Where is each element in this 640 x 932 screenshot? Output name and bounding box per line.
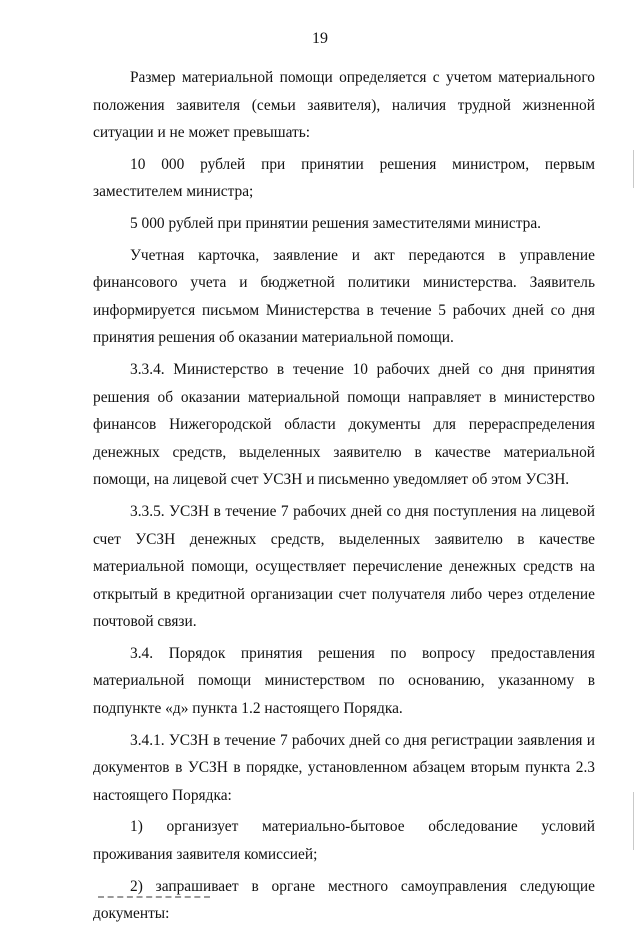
paragraph-3-4-1: 3.4.1. УСЗН в течение 7 рабочих дней со дня регистрации заявления и документов в УСЗН в порядке, установленном абзацем вторым пункта 2.3 настоящего Порядка:	[93, 731, 595, 804]
paragraph-3-4: 3.4. Порядок принятия решения по вопросу предоставления материальной помощи министерством по основанию, указанному в подпункте «д» пункта 1.2 настоящего Порядка.	[93, 644, 595, 718]
scan-bottom-artifact	[98, 896, 210, 900]
scan-edge-mark	[633, 792, 634, 850]
paragraph-item-1: 1) организует материально-бытовое обследование условий проживания заявителя комиссией;	[93, 818, 595, 864]
paragraph-item-2: 2) запрашивает в органе местного самоуправления следующие документы:	[93, 877, 595, 923]
scan-edge-mark	[633, 150, 634, 188]
paragraph-amount-intro: Размер материальной помощи определяется с учетом материального положения заявителя (семьи заявителя), наличия трудной жизненной ситуации и не может превышать:	[93, 69, 595, 142]
paragraph-amount-10000: 10 000 рублей при принятии решения министром, первым заместителем министра;	[93, 155, 595, 201]
paragraph-amount-5000: 5 000 рублей при принятии решения заместителями министра.	[130, 214, 542, 232]
page-number: 19	[312, 30, 328, 47]
paragraph-3-3-4: 3.3.4. Министерство в течение 10 рабочих дней со дня принятия решения об оказании материальной помощи направляет в министерство финансов Нижегородской области документы для перераспределения денежных средств, выделенных заявителю в качестве материальной помощи, на лицевой счет УСЗН и письменно уведомляет об этом УСЗН.	[93, 360, 595, 489]
paragraph-account-card: Учетная карточка, заявление и акт передаются в управление финансового учета и бюджетной политики министерства. Заявитель информируется письмом Министерства в течение 5 рабочих дней со дня принятия решения об оказании материальной помощи.	[93, 246, 595, 347]
document-body	[93, 64, 595, 932]
paragraph-3-3-5: 3.3.5. УСЗН в течение 7 рабочих дней со дня поступления на лицевой счет УСЗН денежных средств, выделенных заявителю в качестве материальной помощи, осуществляет перечисление денежных средств на открытый в кредитной организации счет получателя либо через отделение почтовой связи.	[93, 502, 595, 631]
